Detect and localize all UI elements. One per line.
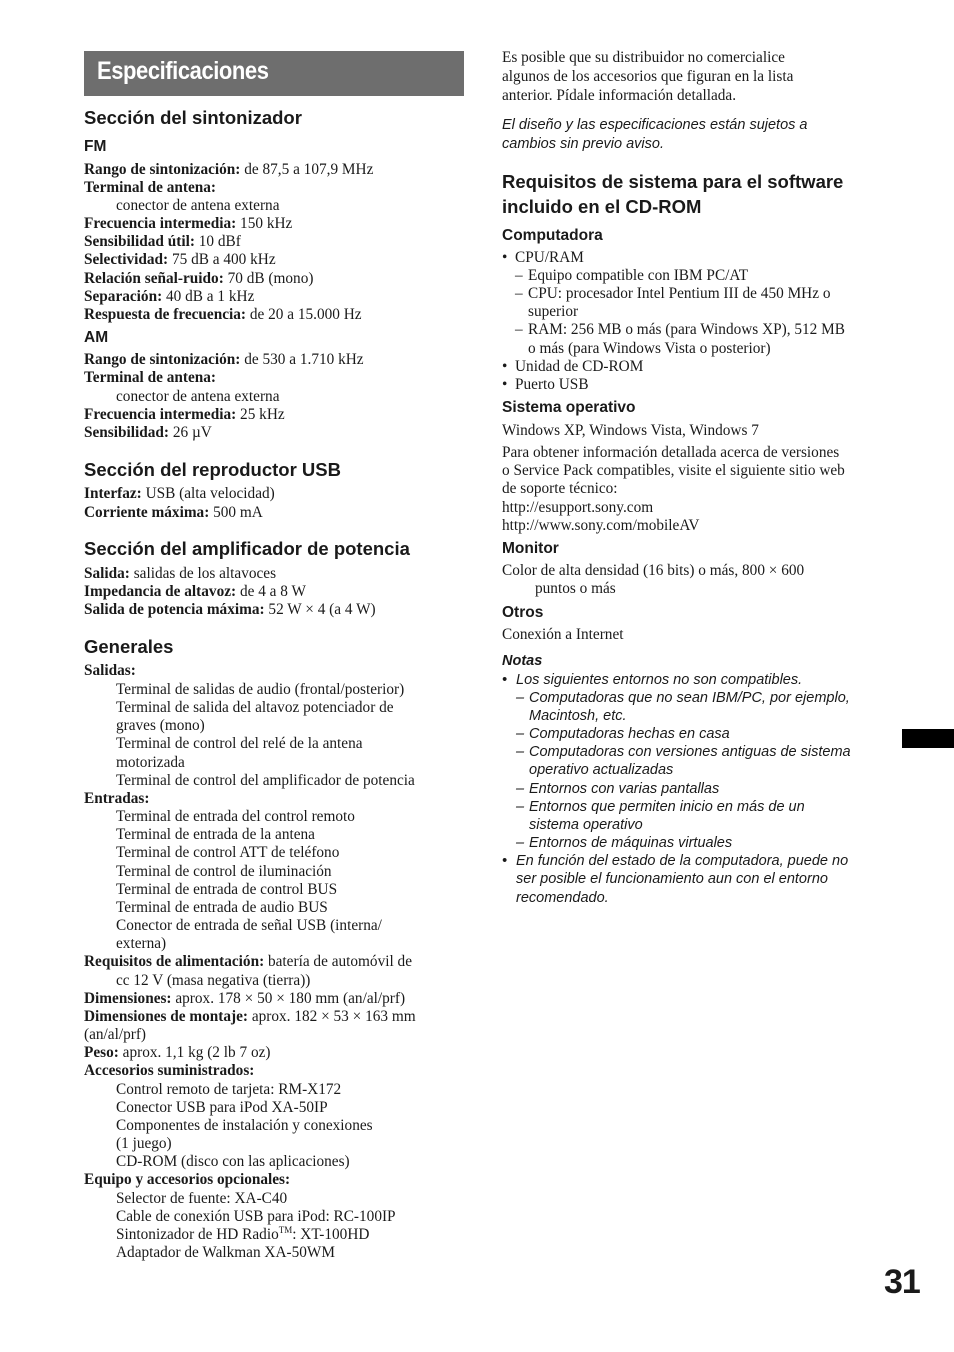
- computer-heading: Computadora: [502, 227, 603, 244]
- mounting-row-cont: (an/al/prf): [84, 1026, 147, 1043]
- am-range-row: [84, 351, 364, 369]
- fm-range-row: [84, 161, 373, 179]
- spec-value: 25 kHz: [236, 406, 285, 423]
- inputs-line: externa): [116, 935, 167, 952]
- spec-label: Interfaz:: [84, 485, 142, 502]
- dealer-note-line: Es posible que su distribuidor no comercialice: [502, 49, 785, 66]
- optional-line: Selector de fuente: XA-C40: [116, 1190, 288, 1207]
- dash-icon: –: [516, 726, 525, 742]
- spec-label: Separación:: [84, 288, 163, 305]
- usb-current-row: [84, 504, 263, 522]
- dash-icon: –: [516, 690, 525, 706]
- page-title: Especificaciones: [97, 57, 269, 85]
- amp-output-row: [84, 565, 276, 583]
- dash-icon: –: [515, 285, 523, 302]
- notes-heading: Notas: [502, 653, 543, 669]
- section-tab-marker: [902, 729, 954, 748]
- optional-line-hd-radio: [116, 1226, 369, 1244]
- spec-value: de 530 a 1.710 kHz: [240, 351, 364, 368]
- spec-label: Entradas:: [84, 790, 150, 807]
- spec-value: salidas de los altavoces: [129, 565, 277, 582]
- usb-interface-row: [84, 485, 275, 503]
- usb-port-item: Puerto USB: [515, 376, 589, 393]
- spec-label: Selectividad:: [84, 251, 169, 268]
- power-row: [84, 953, 412, 971]
- spec-label: Salida:: [84, 565, 130, 582]
- support-line: o Service Pack compatibles, visite el siguiente sitio web: [502, 462, 845, 479]
- optional-hd-model: : XT-100HD: [292, 1226, 370, 1243]
- tuner-heading: Sección del sintonizador: [84, 107, 302, 128]
- am-antenna-value: conector de antena externa: [116, 388, 280, 405]
- supplied-label: [84, 1062, 254, 1080]
- fm-selectivity-row: [84, 251, 276, 269]
- others-value: Conexión a Internet: [502, 626, 624, 643]
- fm-if-row: [84, 215, 292, 233]
- bullet-icon: •: [502, 853, 508, 869]
- notes-sub-line: Entornos que permiten inicio en más de un: [529, 799, 805, 815]
- optional-line: Adaptador de Walkman XA-50WM: [116, 1244, 335, 1261]
- spec-label: Sensibilidad útil:: [84, 233, 195, 250]
- notes-sub-line: Computadoras con versiones antiguas de sistema: [529, 744, 851, 760]
- spec-label: Peso:: [84, 1044, 119, 1061]
- fm-separation-row: [84, 288, 254, 306]
- trademark-mark: TM: [278, 1224, 293, 1235]
- spec-label: Dimensiones de montaje:: [84, 1008, 249, 1025]
- amplifier-heading: Sección del amplificador de potencia: [84, 538, 410, 559]
- dash-icon: –: [515, 321, 523, 338]
- spec-label: Frecuencia intermedia:: [84, 215, 237, 232]
- spec-value: de 87,5 a 107,9 MHz: [240, 161, 374, 178]
- spec-label: Frecuencia intermedia:: [84, 406, 237, 423]
- cpu-sub-line: CPU: procesador Intel Pentium III de 450 MHz o: [528, 285, 831, 302]
- os-heading: Sistema operativo: [502, 399, 636, 416]
- supplied-line: Componentes de instalación y conexiones: [116, 1117, 373, 1134]
- spec-value: 40 dB a 1 kHz: [162, 288, 255, 305]
- spec-label: Respuesta de frecuencia:: [84, 306, 247, 323]
- spec-value: 150 kHz: [236, 215, 293, 232]
- spec-label: Relación señal-ruido:: [84, 270, 224, 287]
- notes-bullet-text: En función del estado de la computadora, puede no: [516, 853, 849, 869]
- spec-label: Salidas:: [84, 662, 136, 679]
- notes-sub-line: Entornos de máquinas virtuales: [529, 835, 733, 851]
- mass-row: [84, 1044, 271, 1062]
- spec-value: aprox. 182 × 53 × 163 mm: [248, 1008, 416, 1025]
- spec-label: Sensibilidad:: [84, 424, 170, 441]
- inputs-line: Terminal de control de iluminación: [116, 863, 332, 880]
- spec-value: USB (alta velocidad): [141, 485, 275, 502]
- supplied-line: Control remoto de tarjeta: RM-X172: [116, 1081, 342, 1098]
- spec-label: Corriente máxima:: [84, 504, 210, 521]
- inputs-line: Terminal de entrada de control BUS: [116, 881, 338, 898]
- notes-sub-line: Computadoras que no sean IBM/PC, por ejemplo,: [529, 690, 850, 706]
- fm-heading: FM: [84, 138, 107, 155]
- support-url-link[interactable]: http://esupport.sony.com: [502, 499, 654, 516]
- cpu-sub-line: RAM: 256 MB o más (para Windows XP), 512 MB: [528, 321, 845, 338]
- fm-freq-response-row: [84, 306, 362, 324]
- dealer-note-line: anterior. Pídale información detallada.: [502, 87, 737, 104]
- notes-sub-line: sistema operativo: [529, 817, 643, 833]
- monitor-line-cont: puntos o más: [535, 580, 616, 597]
- dash-icon: –: [516, 781, 525, 797]
- sysreq-heading: Requisitos de sistema para el software: [502, 171, 844, 192]
- power-row-cont: cc 12 V (masa negativa (tierra)): [116, 972, 311, 989]
- mounting-row: [84, 1008, 416, 1026]
- spec-label: Equipo y accesorios opcionales:: [84, 1171, 291, 1188]
- amp-impedance-row: [84, 583, 306, 601]
- support-line: de soporte técnico:: [502, 480, 618, 497]
- support-url-link[interactable]: http://www.sony.com/mobileAV: [502, 517, 700, 534]
- spec-value: aprox. 178 × 50 × 180 mm (an/al/prf): [171, 990, 406, 1007]
- dimensions-row: [84, 990, 405, 1008]
- page-number: 31: [884, 1263, 920, 1301]
- notes-sub-line: operativo actualizadas: [529, 762, 674, 778]
- notes-bullet-text: recomendado.: [516, 890, 609, 906]
- others-heading: Otros: [502, 604, 544, 621]
- os-value: Windows XP, Windows Vista, Windows 7: [502, 422, 759, 439]
- optional-hd-text: Sintonizador de HD Radio: [116, 1226, 279, 1243]
- outputs-line: Terminal de salidas de audio (frontal/posterior): [116, 681, 405, 698]
- bullet-icon: •: [502, 249, 508, 266]
- spec-label: Terminal de antena:: [84, 179, 217, 196]
- dash-icon: –: [516, 835, 525, 851]
- spec-label: Impedancia de altavoz:: [84, 583, 237, 600]
- support-line: Para obtener información detallada acerca de versiones: [502, 444, 840, 461]
- bullet-icon: •: [502, 358, 508, 375]
- inputs-label: [84, 790, 149, 808]
- monitor-heading: Monitor: [502, 540, 559, 557]
- fm-antenna-label: [84, 179, 216, 197]
- monitor-line: Color de alta densidad (16 bits) o más, 800 × 600: [502, 562, 805, 579]
- cpu-sub-line: o más (para Windows Vista o posterior): [528, 340, 771, 357]
- inputs-line: Terminal de entrada de audio BUS: [116, 899, 328, 916]
- optional-line: Cable de conexión USB para iPod: RC-100IP: [116, 1208, 396, 1225]
- notes-sub-line: Macintosh, etc.: [529, 708, 627, 724]
- am-antenna-label: [84, 369, 216, 387]
- outputs-line: Terminal de control del amplificador de potencia: [116, 772, 415, 789]
- spec-value: de 4 a 8 W: [236, 583, 306, 600]
- dash-icon: –: [516, 799, 525, 815]
- spec-label: Requisitos de alimentación:: [84, 953, 265, 970]
- cpu-ram-label: CPU/RAM: [515, 249, 584, 266]
- spec-label: Rango de sintonización:: [84, 161, 241, 178]
- cd-drive-item: Unidad de CD-ROM: [515, 358, 644, 375]
- fm-snr-row: [84, 270, 313, 288]
- am-if-row: [84, 406, 285, 424]
- spec-value: aprox. 1,1 kg (2 lb 7 oz): [118, 1044, 271, 1061]
- spec-value: 500 mA: [209, 504, 263, 521]
- am-heading: AM: [84, 329, 109, 346]
- spec-value: 10 dBf: [194, 233, 241, 250]
- spec-label: Terminal de antena:: [84, 369, 217, 386]
- spec-label: Salida de potencia máxima:: [84, 601, 265, 618]
- supplied-line: (1 juego): [116, 1135, 172, 1152]
- design-notice-line: El diseño y las especificaciones están sujetos a: [502, 117, 808, 133]
- cpu-sub-line: Equipo compatible con IBM PC/AT: [528, 267, 749, 284]
- outputs-line: Terminal de salida del altavoz potenciador de: [116, 699, 394, 716]
- inputs-line: Terminal de entrada de la antena: [116, 826, 315, 843]
- general-heading: Generales: [84, 636, 174, 657]
- notes-bullet-text: Los siguientes entornos no son compatibles.: [516, 672, 803, 688]
- usb-heading: Sección del reproductor USB: [84, 459, 341, 480]
- cpu-sub-line: superior: [528, 303, 579, 320]
- amp-max-power-row: [84, 601, 376, 619]
- sysreq-heading-cont: incluido en el CD-ROM: [502, 196, 702, 217]
- inputs-line: Conector de entrada de señal USB (interna/: [116, 917, 382, 934]
- notes-sub-line: Entornos con varias pantallas: [529, 781, 720, 797]
- supplied-line: CD-ROM (disco con las aplicaciones): [116, 1153, 350, 1170]
- dealer-note-line: algunos de los accesorios que figuran en la lista: [502, 68, 794, 85]
- spec-label: Dimensiones:: [84, 990, 172, 1007]
- am-sensitivity-row: [84, 424, 212, 442]
- outputs-line: Terminal de control del relé de la antena: [116, 735, 363, 752]
- dash-icon: –: [516, 744, 525, 760]
- inputs-line: Terminal de control ATT de teléfono: [116, 844, 340, 861]
- outputs-line: graves (mono): [116, 717, 205, 734]
- fm-antenna-value: conector de antena externa: [116, 197, 280, 214]
- spec-value: 75 dB a 400 kHz: [168, 251, 276, 268]
- outputs-label: [84, 662, 136, 680]
- dash-icon: –: [515, 267, 523, 284]
- fm-usable-row: [84, 233, 241, 251]
- optional-label: [84, 1171, 290, 1189]
- spec-label: Accesorios suministrados:: [84, 1062, 255, 1079]
- supplied-line: Conector USB para iPod XA-50IP: [116, 1099, 328, 1116]
- notes-sub-line: Computadoras hechas en casa: [529, 726, 730, 742]
- outputs-line: motorizada: [116, 754, 185, 771]
- inputs-line: Terminal de entrada del control remoto: [116, 808, 355, 825]
- bullet-cpu-ram: [502, 249, 507, 267]
- bullet-icon: •: [502, 672, 508, 688]
- page-title-bar: [84, 51, 464, 96]
- bullet-icon: •: [502, 376, 508, 393]
- spec-value: 26 µV: [169, 424, 212, 441]
- spec-label: Rango de sintonización:: [84, 351, 241, 368]
- spec-value: batería de automóvil de: [264, 953, 412, 970]
- design-notice-line: cambios sin previo aviso.: [502, 136, 664, 152]
- spec-value: 52 W × 4 (a 4 W): [264, 601, 376, 618]
- spec-value: 70 dB (mono): [223, 270, 314, 287]
- notes-bullet-text: ser posible el funcionamiento aun con el entorno: [516, 871, 828, 887]
- spec-value: de 20 a 15.000 Hz: [246, 306, 362, 323]
